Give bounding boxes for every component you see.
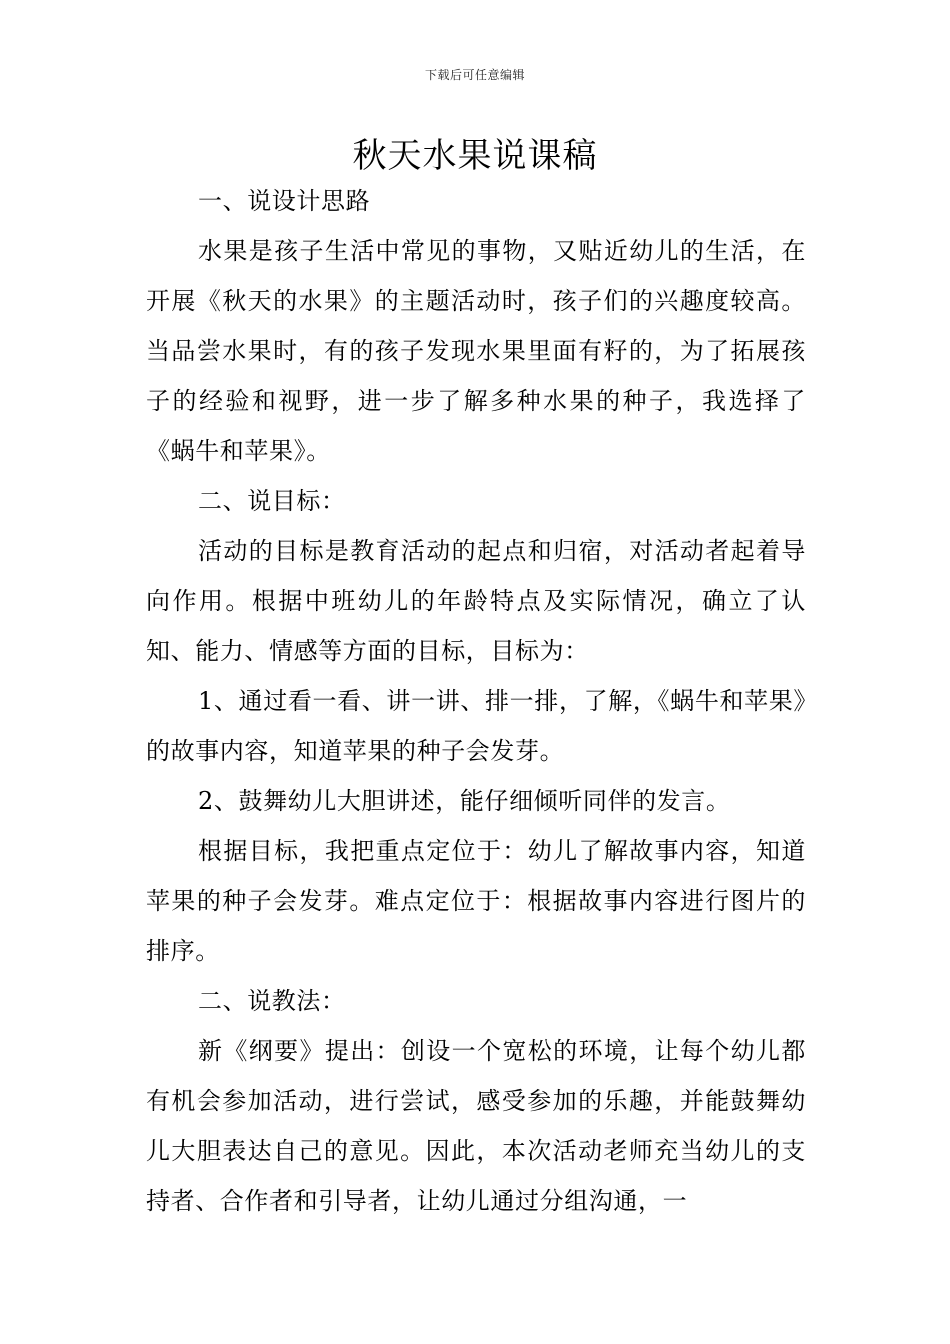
section-heading-goals: 二、说目标： xyxy=(198,487,346,515)
list-item-goal-1: 1、通过看一看、讲一讲、排一排，了解，《蜗牛和苹果》的故事内容，知道苹果的种子会发芽。 xyxy=(146,687,806,765)
paragraph-key-points: 根据目标，我把重点定位于：幼儿了解故事内容，知道苹果的种子会发芽。难点定位于：根据故事内容进行图片的排序。 xyxy=(146,837,806,965)
section-heading-design: 一、说设计思路 xyxy=(198,187,371,215)
paragraph-goals-intro: 活动的目标是教育活动的起点和归宿，对活动者起着导向作用。根据中班幼儿的年龄特点及实际情况，确立了认知、能力、情感等方面的目标，目标为： xyxy=(146,537,806,665)
list-item-goal-2: 2、鼓舞幼儿大胆讲述，能仔细倾听同伴的发言。 xyxy=(198,787,731,815)
document-title: 秋天水果说课稿 xyxy=(352,136,598,176)
document-body xyxy=(146,176,806,1226)
section-heading-methods: 二、说教法： xyxy=(198,987,346,1015)
paragraph-methods: 新《纲要》提出：创设一个宽松的环境，让每个幼儿都有机会参加活动，进行尝试，感受参加的乐趣，并能鼓舞幼儿大胆表达自己的意见。因此，本次活动老师充当幼儿的支持者、合作者和引导者，让幼儿通过分组沟通，一 xyxy=(146,1037,806,1215)
header-note: 下载后可任意编辑 xyxy=(424,68,525,82)
paragraph-design: 水果是孩子生活中常见的事物，又贴近幼儿的生活，在开展《秋天的水果》的主题活动时，孩子们的兴趣度较高。当品尝水果时，有的孩子发现水果里面有籽的，为了拓展孩子的经验和视野，进一步了解多种水果的种子，我选择了《蜗牛和苹果》。 xyxy=(146,237,806,465)
